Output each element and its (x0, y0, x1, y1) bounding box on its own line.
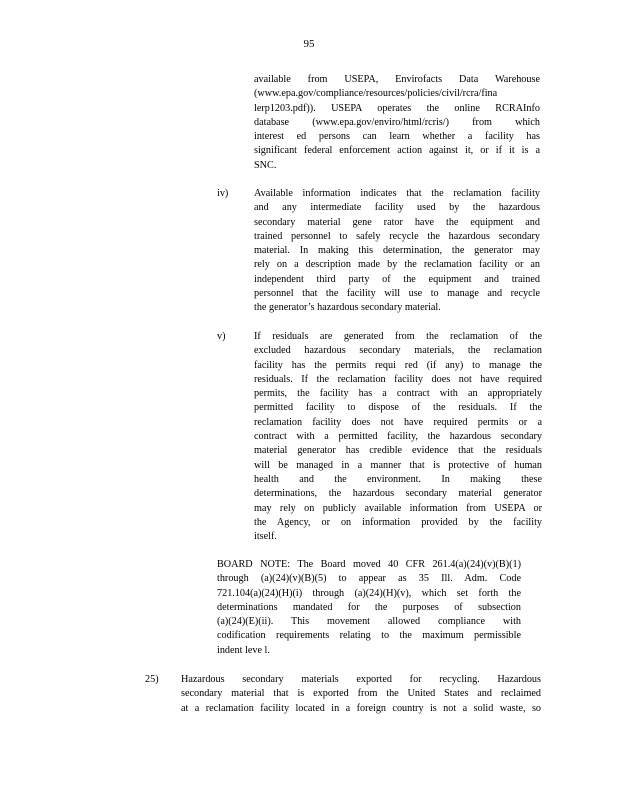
text-line: determinations mandated for the purposes of subsection (217, 601, 521, 613)
text-line: significant federal enforcement action against it, or if it is a (254, 145, 540, 157)
text-line: excluded hazardous secondary materials, the reclamation (254, 345, 542, 357)
text-line: If residuals are generated from the reclamation of the (254, 331, 542, 342)
text-line: health and the environment. In making these (254, 473, 542, 485)
text-line: reclamation facility does not have required permits or a (254, 416, 542, 428)
continuation-paragraph (254, 73, 540, 173)
text-line: determinations, the hazardous secondary material generator (254, 488, 542, 500)
text-line: Hazardous secondary materials exported for recycling. Hazardous (181, 674, 541, 685)
text-line: BOARD NOTE: The Board moved 40 CFR 261.4(a)(24)(v)(B)(1) (217, 559, 521, 570)
text-line: secondary material that is exported from the United States and reclaimed (181, 688, 541, 700)
text-line: Available information indicates that the reclamation facility (254, 188, 540, 199)
text-line: the Agency, or on information provided by the facility (254, 516, 542, 528)
text-line: 721.104(a)(24)(H)(i) through (a)(24)(H)(v), which set forth the (217, 587, 521, 599)
text-line: may rely on publicly available information from USEPA or (254, 502, 542, 514)
text-line: material. In making this determination, the generator may (254, 245, 540, 257)
text-line: permitted facility to dispose of the residuals. If the (254, 402, 542, 414)
text-line: secondary material gene rator have the equipment and (254, 216, 540, 228)
item-iv-paragraph (254, 187, 540, 316)
text-line: SNC. (254, 159, 277, 171)
text-line: database (www.epa.gov/enviro/html/rcris/) from which (254, 116, 540, 128)
text-line: lerp1203.pdf)). USEPA operates the online RCRAInfo (254, 102, 540, 114)
text-line: at a reclamation facility located in a foreign country is not a solid waste, so (181, 702, 541, 714)
text-line: material generator has credible evidence that the residuals (254, 445, 542, 457)
text-line: personnel that the facility will use to manage and recycle (254, 288, 540, 300)
text-line: independent third party of the equipment and trained (254, 273, 540, 285)
item-25-marker: 25) (145, 674, 159, 685)
text-line: (a)(24)(E)(ii). This movement allowed compliance with (217, 616, 521, 628)
text-line: (www.epa.gov/compliance/resources/policies/civil/rcra/fina (254, 88, 498, 100)
text-line: interest ed persons can learn whether a facility has (254, 131, 540, 143)
text-line: through (a)(24)(v)(B)(5) to appear as 35 Ill. Adm. Code (217, 573, 521, 585)
text-line: trained personnel to safely recycle the hazardous secondary (254, 230, 540, 242)
text-line: facility has the permits requi red (if any) to manage the (254, 359, 542, 371)
text-line: itself. (254, 531, 277, 543)
item-25-paragraph (181, 673, 541, 716)
text-line: codification requirements relating to the maximum permissible (217, 630, 521, 642)
text-line: contract with a permitted facility, the hazardous secondary (254, 431, 542, 443)
text-line: and any intermediate facility used by the hazardous (254, 202, 540, 214)
item-v-marker: v) (217, 331, 226, 342)
item-iv-marker: iv) (217, 188, 229, 199)
page-number: 95 (303, 38, 315, 50)
text-line: available from USEPA, Envirofacts Data Warehouse (254, 74, 540, 85)
board-note (217, 558, 521, 658)
text-line: residuals. If the reclamation facility does not have required (254, 373, 542, 385)
item-v-paragraph (254, 330, 542, 544)
text-line: will be managed in a manner that is protective of human (254, 459, 542, 471)
text-line: the generator’s hazardous secondary material. (254, 302, 441, 314)
text-line: rely on a description made by the reclamation facility or an (254, 259, 540, 271)
text-line: indent leve l. (217, 644, 270, 656)
text-line: permits, the facility has a contract with an appropriately (254, 388, 542, 400)
